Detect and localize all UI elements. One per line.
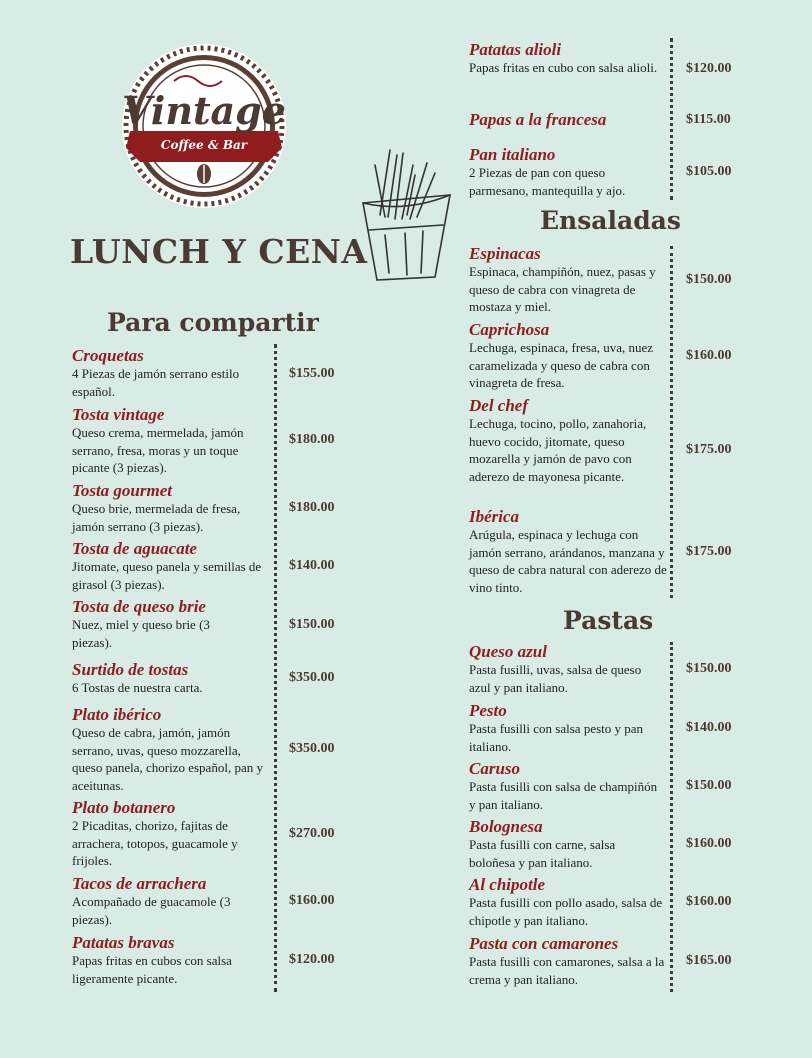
item-description: Acompañado de guacamole (3 piezas). <box>72 894 231 927</box>
menu-item <box>469 876 669 929</box>
item-description: Arúgula, espinaca y lechuga con jamón serrano, arándanos, manzana y queso de cabra natural con aderezo de vino tinto. <box>469 527 667 595</box>
item-name: Plato botanero <box>72 798 176 817</box>
menu-item <box>469 508 669 596</box>
item-price: $175.00 <box>686 544 732 559</box>
item-name: Surtido de tostas <box>72 660 189 679</box>
dotted-separator <box>274 344 277 992</box>
item-price: $120.00 <box>289 952 335 967</box>
menu-item <box>72 598 272 651</box>
item-price: $115.00 <box>686 112 731 127</box>
item-description: Pasta fusilli, uvas, salsa de queso azul y pan italiano. <box>469 662 642 695</box>
item-price: $350.00 <box>289 670 335 685</box>
section-title-ensaladas: Ensaladas <box>540 206 681 235</box>
item-description: Pasta fusilli con pollo asado, salsa de chipotle y pan italiano. <box>469 895 663 928</box>
item-price: $155.00 <box>289 366 335 381</box>
menu-item <box>469 702 664 755</box>
item-description: Pasta fusilli con salsa pesto y pan italiano. <box>469 721 644 754</box>
menu-item <box>469 111 664 129</box>
menu-item <box>72 706 272 794</box>
item-description: Queso de cabra, jamón, jamón serrano, uvas, queso mozzarella, queso panela, chorizo español, pan y aceitunas. <box>72 725 263 793</box>
item-name: Pasta con camarones <box>469 934 619 953</box>
vintage-logo <box>120 38 288 214</box>
item-description: Pasta fusilli con salsa de champiñón y pan italiano. <box>469 779 658 812</box>
menu-item <box>72 406 272 477</box>
item-name: Croquetas <box>72 346 144 365</box>
item-name: Patatas bravas <box>72 933 175 952</box>
logo-brand: Vintage <box>122 88 286 133</box>
menu-item <box>72 540 272 593</box>
item-name: Pesto <box>469 701 507 720</box>
item-name: Espinacas <box>469 244 541 263</box>
item-description: Papas fritas en cubos con salsa ligeramente picante. <box>72 953 232 986</box>
item-name: Tosta vintage <box>72 405 165 424</box>
item-price: $270.00 <box>289 826 335 841</box>
menu-item <box>469 935 669 988</box>
logo-subtitle: Coffee & Bar <box>160 138 248 152</box>
item-name: Queso azul <box>469 642 547 661</box>
menu-item <box>469 760 664 813</box>
item-name: Plato ibérico <box>72 705 162 724</box>
item-price: $180.00 <box>289 432 335 447</box>
menu-item <box>72 799 272 870</box>
item-price: $150.00 <box>289 617 335 632</box>
menu-item <box>469 245 664 316</box>
fries-illustration <box>355 145 465 285</box>
item-description: Jitomate, queso panela y semillas de girasol (3 piezas). <box>72 559 262 592</box>
item-price: $140.00 <box>686 720 732 735</box>
item-name: Ibérica <box>469 507 520 526</box>
item-description: Espinaca, champiñón, nuez, pasas y queso de cabra con vinagreta de mostaza y miel. <box>469 264 656 314</box>
item-price: $150.00 <box>686 661 732 676</box>
item-description: Papas fritas en cubo con salsa alioli. <box>469 60 658 75</box>
item-name: Tosta de queso brie <box>72 597 206 616</box>
item-name: Caruso <box>469 759 521 778</box>
dotted-separator <box>670 642 673 992</box>
item-price: $140.00 <box>289 558 335 573</box>
dotted-separator <box>670 246 673 598</box>
item-description: Pasta fusilli con camarones, salsa a la crema y pan italiano. <box>469 954 665 987</box>
menu-item <box>72 875 272 928</box>
item-description: Queso brie, mermelada de fresa, jamón serrano (3 piezas). <box>72 501 241 534</box>
menu-item <box>72 661 272 697</box>
item-price: $160.00 <box>686 894 732 909</box>
item-name: Del chef <box>469 396 529 415</box>
item-description: Nuez, miel y queso brie (3 piezas). <box>72 617 210 650</box>
menu-item <box>72 934 272 987</box>
menu-item <box>469 397 664 485</box>
menu-item <box>469 818 664 871</box>
item-price: $180.00 <box>289 500 335 515</box>
dotted-separator <box>670 38 673 200</box>
menu-item <box>469 321 664 392</box>
item-price: $150.00 <box>686 778 732 793</box>
item-description: Lechuga, tocino, pollo, zanahoria, huevo cocido, jitomate, queso mozarella y jamón de pavo con aderezo de mayonesa picante. <box>469 416 647 484</box>
item-price: $350.00 <box>289 741 335 756</box>
menu-item <box>469 41 664 77</box>
menu-item <box>72 482 272 535</box>
item-price: $105.00 <box>686 164 732 179</box>
item-price: $150.00 <box>686 272 732 287</box>
item-name: Tosta de aguacate <box>72 539 197 558</box>
item-name: Tacos de arrachera <box>72 874 207 893</box>
item-description: Queso crema, mermelada, jamón serrano, fresa, moras y un toque picante (3 piezas). <box>72 425 244 475</box>
item-price: $160.00 <box>686 348 732 363</box>
item-description: 4 Piezas de jamón serrano estilo español. <box>72 366 240 399</box>
menu-item <box>469 643 664 696</box>
item-name: Bolognesa <box>469 817 543 836</box>
item-description: 6 Tostas de nuestra carta. <box>72 680 203 695</box>
item-price: $120.00 <box>686 61 732 76</box>
item-description: 2 Piezas de pan con queso parmesano, mantequilla y ajo. <box>469 165 626 198</box>
item-name: Patatas alioli <box>469 40 562 59</box>
item-price: $165.00 <box>686 953 732 968</box>
menu-item <box>72 347 272 400</box>
item-price: $160.00 <box>686 836 732 851</box>
item-name: Al chipotle <box>469 875 546 894</box>
item-price: $160.00 <box>289 893 335 908</box>
item-name: Papas a la francesa <box>469 110 607 129</box>
item-description: Lechuga, espinaca, fresa, uva, nuez caramelizada y queso de cabra con vinagreta de fresa. <box>469 340 654 390</box>
item-description: Pasta fusilli con carne, salsa boloñesa y pan italiano. <box>469 837 616 870</box>
section-title-para-compartir: Para compartir <box>107 308 319 337</box>
section-title-pastas: Pastas <box>563 606 654 635</box>
item-name: Pan italiano <box>469 145 556 164</box>
item-price: $175.00 <box>686 442 732 457</box>
menu-item <box>469 146 664 199</box>
item-name: Tosta gourmet <box>72 481 172 500</box>
page-title: LUNCH Y CENA <box>70 232 368 271</box>
item-description: 2 Picaditas, chorizo, fajitas de arrachera, totopos, guacamole y frijoles. <box>72 818 238 868</box>
item-name: Caprichosa <box>469 320 550 339</box>
